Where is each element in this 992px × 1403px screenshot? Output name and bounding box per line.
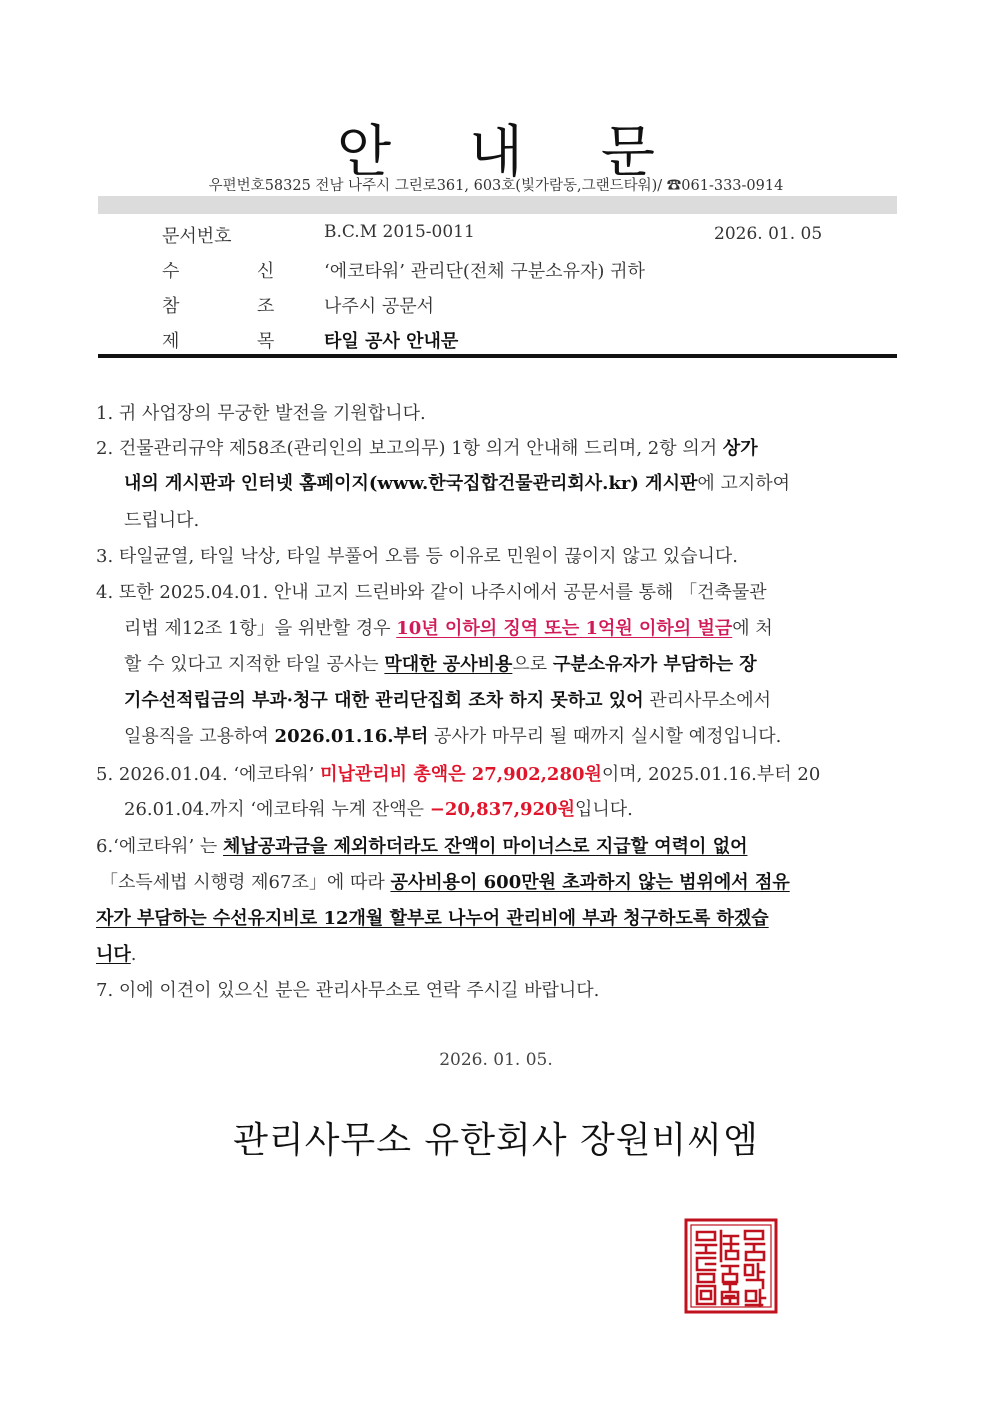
item-1: 1. 귀 사업장의 무궁한 발전을 기원합니다.: [96, 403, 426, 424]
reference-value: 나주시 공문서: [324, 296, 435, 317]
item-4-owner-burden: 구분소유자가 부담하는 장: [552, 654, 757, 675]
doc-number-value: B.C.M 2015-0011: [324, 222, 475, 242]
header-divider: [98, 354, 897, 358]
item-4-text-6: 일용직을 고용하여: [124, 726, 275, 747]
item-4-line-4: [124, 686, 771, 712]
item-4-text-3: 할 수 있다고 지적한 타일 공사는: [124, 654, 385, 675]
footer-date: 2026. 01. 05.: [439, 1050, 553, 1070]
item-2-bold-notice: 내의 게시판과 인터넷 홈페이지(www.한국집합건물관리회사.kr) 게시판: [124, 473, 698, 494]
header-date: 2026. 01. 05: [714, 224, 823, 244]
subject-label: 제 목: [162, 331, 297, 352]
item-6-text-2: 「소득세법 시행령 제67조」에 따라: [100, 872, 391, 893]
item-4-line-1: 4. 또한 2025.04.01. 안내 고지 드린바와 같이 나주시에서 공문서를 통해 「건축물관: [96, 582, 767, 603]
item-4-line-2: [124, 614, 773, 640]
item-6-line-2: [100, 868, 790, 894]
item-5-text-2: 이며, 2025.01.16.부터 20: [601, 764, 821, 785]
item-6-installment: 자가 부담하는 수선유지비로 12개월 할부로 나누어 관리비에 부과 청구하도록 하겠습: [96, 908, 769, 929]
item-5-unpaid-total: 미납관리비 총액은 27,902,280원: [320, 764, 602, 785]
item-5-text-1: 5. 2026.01.04. ‘에코타워’: [96, 764, 321, 785]
item-5-balance: −20,837,920원: [429, 799, 575, 820]
company-seal-icon: [684, 1218, 778, 1314]
item-7: 7. 이에 이견이 있으신 분은 관리사무소로 연락 주시길 바랍니다.: [96, 980, 600, 1001]
item-2-highlight: 상가: [722, 438, 758, 459]
item-4-penalty: 10년 이하의 징역 또는 1억원 이하의 벌금: [396, 618, 733, 639]
doc-number-label: 문서번호: [162, 226, 232, 247]
recipient-value: ‘에코타워’ 관리단(전체 구분소유자) 귀하: [324, 261, 645, 282]
item-4-text-7: 공사가 마무리 될 때까지 실시할 예정입니다.: [428, 726, 782, 747]
item-4-fund: 기수선적립금의 부과·청구 대한 관리단집회 조차 하지 못하고 있어: [124, 690, 644, 711]
recipient-label: 수 신: [162, 261, 297, 282]
item-6-cost-limit: 공사비용이 600만원 초과하지 않는 범위에서 점유: [390, 872, 790, 893]
item-6-line-3: [96, 904, 769, 930]
subject-value: 타일 공사 안내문: [324, 331, 459, 352]
item-2-line-2: [124, 469, 790, 495]
item-5-text-3: 26.01.04.까지 ‘에코타워 누계 잔액은: [124, 799, 430, 820]
item-5-line-2: [124, 795, 633, 821]
item-6-end: 니다: [96, 944, 131, 965]
item-4-line-5: [124, 722, 781, 748]
item-4-cost: 막대한 공사비용: [384, 654, 513, 675]
item-6-no-capacity: 체납공과금을 제외하더라도 잔액이 마이너스로 지급할 여력이 없어: [223, 836, 748, 857]
item-4-text-4: 으로: [512, 654, 553, 675]
item-2-text: 2. 건물관리규약 제58조(관리인의 보고의무) 1항 의거 안내해 드리며, 2항 의거: [96, 438, 723, 459]
item-6-period: .: [130, 944, 137, 965]
item-5-line-1: [96, 760, 820, 786]
reference-label: 참 조: [162, 296, 297, 317]
sender-address: 우편번호58325 전남 나주시 그린로361, 603호(빛가람동,그랜드타워)/ ☎061-333-0914: [208, 178, 784, 194]
item-6-text-1: 6.‘에코타워’ 는: [96, 836, 224, 857]
item-6-line-4: [96, 940, 137, 966]
document-title: 안 내 문: [337, 120, 685, 185]
item-4-text-5: 관리사무소에서: [643, 690, 772, 711]
item-4-start-date: 2026.01.16.부터: [274, 726, 429, 747]
item-2-line-3: 드립니다.: [124, 510, 200, 531]
item-2-text-2: 에 고지하여: [697, 473, 791, 494]
item-4-text-1: 리법 제12조 1항」을 위반할 경우: [124, 618, 397, 639]
issuer-signature: 관리사무소 유한회사 장원비씨엠: [233, 1120, 759, 1161]
item-5-text-4: 입니다.: [574, 799, 633, 820]
item-6-line-1: [96, 832, 747, 858]
item-3: 3. 타일균열, 타일 낙상, 타일 부풀어 오름 등 이유로 민원이 끊이지 않고 있습니다.: [96, 546, 739, 567]
item-2-line-1: [96, 434, 758, 460]
item-4-line-3: [124, 650, 757, 676]
item-4-text-2: 에 처: [732, 618, 773, 639]
header-band: [98, 196, 897, 214]
